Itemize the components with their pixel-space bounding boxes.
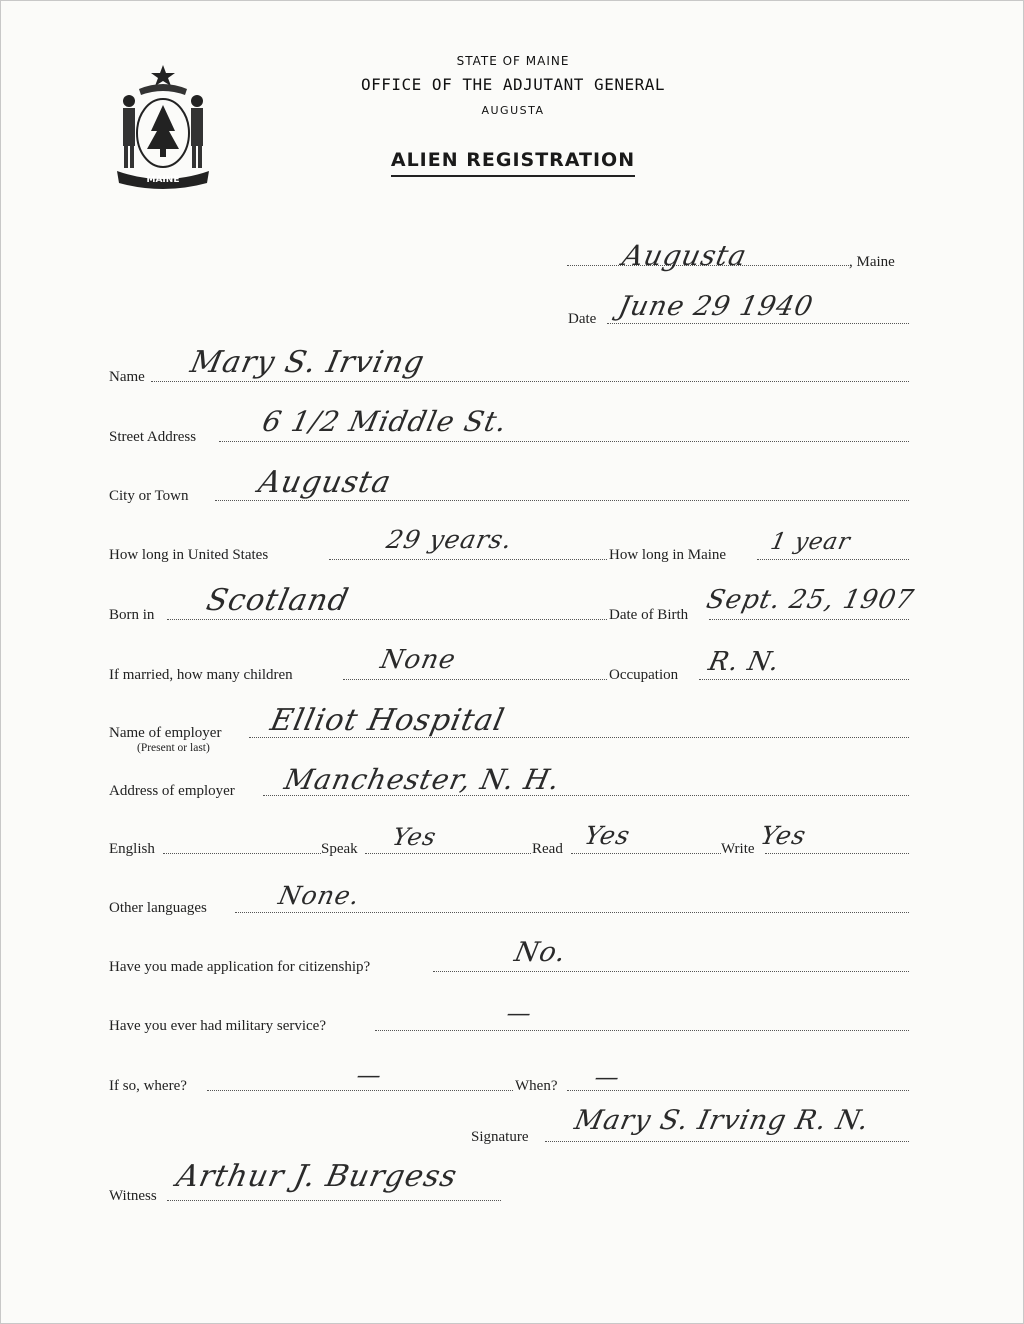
street-address-value: 6 1/2 Middle St. [259, 405, 511, 438]
speak-value: Yes [390, 823, 440, 851]
date-value: June 29 1940 [615, 291, 817, 322]
date-of-birth-value: Sept. 25, 1907 [703, 585, 917, 615]
how-long-us-line [329, 559, 607, 560]
born-in-value: Scotland [203, 583, 353, 618]
city-town-line [215, 500, 909, 501]
write-label: Write [721, 841, 755, 857]
name-line [151, 381, 909, 382]
citizenship-line [433, 971, 909, 972]
where-label: If so, where? [109, 1078, 187, 1094]
other-languages-line [235, 912, 909, 913]
form-title: ALIEN REGISTRATION [391, 149, 635, 177]
street-address-line [219, 441, 909, 442]
place-value: Augusta [619, 239, 751, 272]
office-heading: OFFICE OF THE ADJUTANT GENERAL [361, 75, 665, 94]
speak-label: Speak [321, 841, 358, 857]
when-line [567, 1090, 909, 1091]
name-value: Mary S. Irving [187, 345, 428, 380]
street-address-label: Street Address [109, 429, 197, 445]
state-heading: STATE OF MAINE [456, 54, 570, 68]
write-value: Yes [757, 821, 810, 850]
witness-line [167, 1200, 501, 1201]
employer-address-value: Manchester, N. H. [281, 763, 564, 796]
when-value: — [592, 1063, 623, 1091]
read-label: Read [532, 841, 563, 857]
name-label: Name [109, 369, 145, 385]
military-value: — [504, 999, 535, 1027]
read-value: Yes [581, 821, 634, 850]
witness-label: Witness [109, 1188, 157, 1204]
date-line [607, 323, 909, 324]
city-town-value: Augusta [255, 465, 395, 500]
read-line [571, 853, 721, 854]
born-in-line [167, 619, 607, 620]
date-of-birth-label: Date of Birth [609, 607, 689, 623]
write-line [765, 853, 909, 854]
where-value: — [354, 1061, 385, 1089]
citizenship-value: No. [511, 937, 570, 968]
other-languages-label: Other languages [109, 900, 207, 916]
military-label: Have you ever had military service? [109, 1018, 326, 1034]
occupation-line [699, 679, 909, 680]
military-line [375, 1030, 909, 1031]
witness-value: Arthur J. Burgess [173, 1159, 461, 1194]
english-label: English [109, 841, 155, 857]
other-languages-value: None. [275, 881, 363, 910]
children-value: None [377, 645, 459, 675]
signature-label: Signature [471, 1129, 529, 1145]
date-label: Date [568, 311, 597, 327]
how-long-maine-line [757, 559, 909, 560]
english-line [163, 853, 321, 854]
occupation-label: Occupation [609, 667, 679, 683]
where-line [207, 1090, 513, 1091]
how-long-us-label: How long in United States [109, 547, 269, 563]
citizenship-label: Have you made application for citizenship? [109, 959, 371, 975]
signature-line [545, 1141, 909, 1142]
signature-value: Mary S. Irving R. N. [571, 1105, 873, 1136]
place-suffix: , Maine [849, 254, 895, 270]
date-of-birth-line [709, 619, 909, 620]
employer-sublabel: (Present or last) [137, 742, 210, 754]
seal-text: MAINE [146, 175, 180, 185]
how-long-us-value: 29 years. [383, 525, 516, 554]
employer-value: Elliot Hospital [267, 703, 509, 738]
speak-line [365, 853, 531, 854]
children-label: If married, how many children [109, 667, 293, 683]
how-long-maine-value: 1 year [768, 529, 854, 555]
employer-label: Name of employer [109, 725, 222, 741]
how-long-maine-label: How long in Maine [609, 547, 727, 563]
children-line [343, 679, 607, 680]
when-label: When? [515, 1078, 558, 1094]
city-heading: AUGUSTA [481, 104, 545, 117]
occupation-value: R. N. [705, 647, 783, 677]
city-town-label: City or Town [109, 488, 189, 504]
employer-address-label: Address of employer [109, 783, 235, 799]
born-in-label: Born in [109, 607, 155, 623]
